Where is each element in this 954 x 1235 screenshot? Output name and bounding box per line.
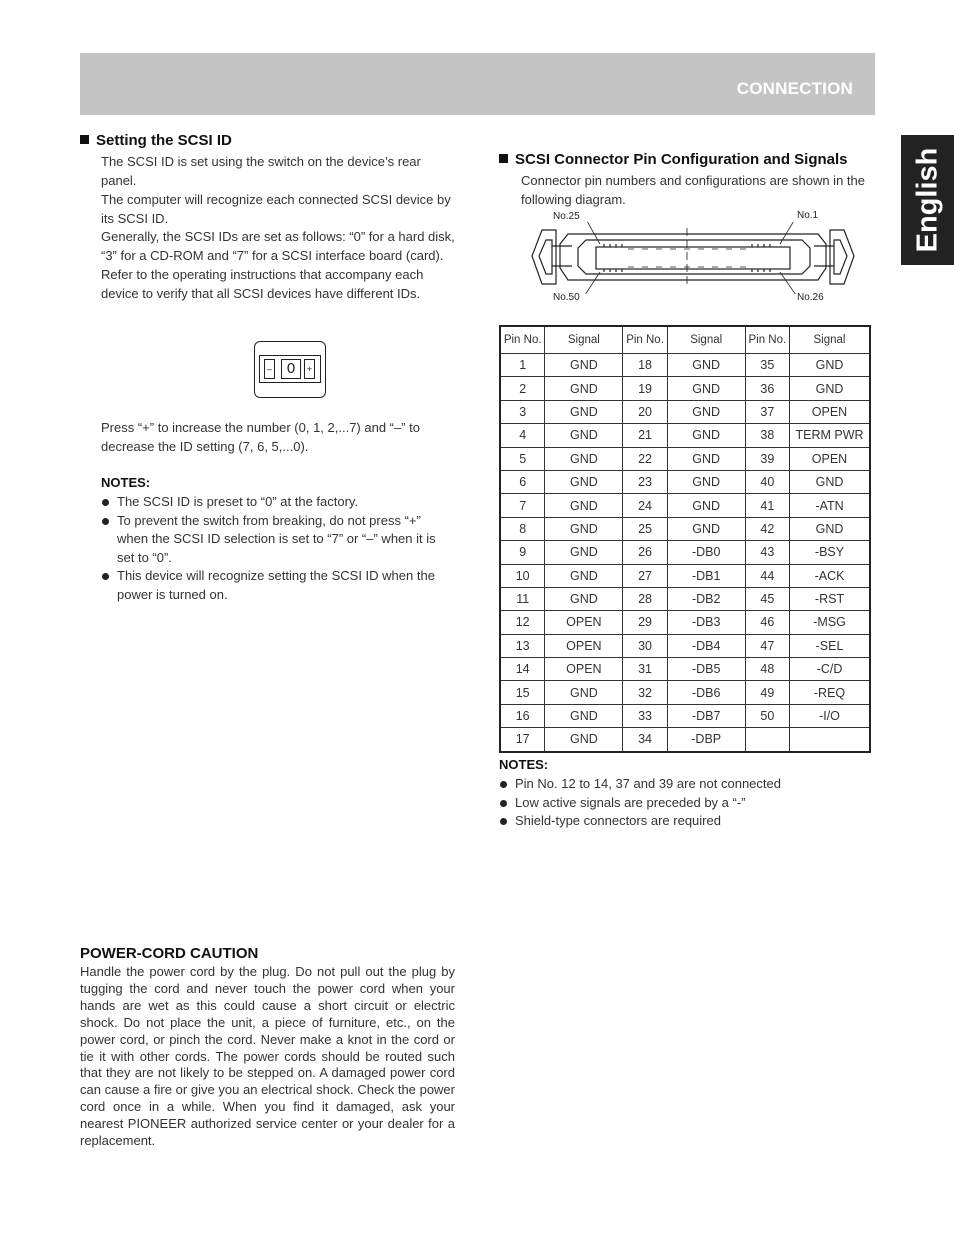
pin-cell: 39 <box>745 447 789 470</box>
signal-cell: GND <box>790 517 870 540</box>
signal-cell: GND <box>667 400 745 423</box>
power-cord-heading: POWER-CORD CAUTION <box>80 945 259 962</box>
signal-cell: GND <box>545 377 623 400</box>
signal-cell: GND <box>545 728 623 752</box>
pin-cell: 22 <box>623 447 667 470</box>
column-header: Signal <box>790 326 870 354</box>
label-no50: No.50 <box>553 292 580 303</box>
scsi-id-para-3: Generally, the SCSI IDs are set as follows: “0” for a hard disk, “3” for a CD-ROM and “7” for a SCSI interface board (card). Refer to the operating instructions that accompany each device to verify that all SCSI devices have different IDs. <box>101 229 455 301</box>
list-item: This device will recognize setting the SCSI ID when the power is turned on. <box>101 567 455 604</box>
plus-button-icon: + <box>304 359 315 379</box>
signal-cell: GND <box>545 541 623 564</box>
minus-button-icon: – <box>264 359 275 379</box>
pin-cell: 36 <box>745 377 789 400</box>
scsi-id-switch-figure <box>254 341 326 398</box>
signal-cell: GND <box>545 354 623 377</box>
right-notes-list <box>499 775 875 831</box>
square-bullet-icon <box>499 154 508 163</box>
pin-cell: 10 <box>500 564 545 587</box>
signal-cell: GND <box>790 470 870 493</box>
signal-cell: GND <box>667 470 745 493</box>
table-row <box>500 354 870 377</box>
signal-cell: GND <box>545 424 623 447</box>
scsi-id-value: 0 <box>281 359 301 379</box>
column-header: Pin No. <box>500 326 545 354</box>
signal-cell: GND <box>667 424 745 447</box>
scsi-id-para-2: The computer will recognize each connected SCSI device by its SCSI ID. <box>101 192 451 226</box>
right-notes-title: NOTES: <box>499 757 549 772</box>
signal-cell: GND <box>667 517 745 540</box>
signal-cell: GND <box>667 377 745 400</box>
signal-cell: TERM PWR <box>790 424 870 447</box>
pin-cell: 27 <box>623 564 667 587</box>
connector-diagram <box>528 222 858 294</box>
left-notes-title: NOTES: <box>101 475 151 490</box>
pin-cell: 31 <box>623 658 667 681</box>
table-row <box>500 658 870 681</box>
pin-cell: 1 <box>500 354 545 377</box>
signal-cell: -DB6 <box>667 681 745 704</box>
pin-cell: 50 <box>745 704 789 727</box>
pin-cell: 48 <box>745 658 789 681</box>
table-row <box>500 611 870 634</box>
pin-cell: 47 <box>745 634 789 657</box>
pin-cell: 15 <box>500 681 545 704</box>
signal-cell: GND <box>545 704 623 727</box>
signal-cell: -DB3 <box>667 611 745 634</box>
pin-cell: 20 <box>623 400 667 423</box>
signal-cell: -DB0 <box>667 541 745 564</box>
pin-cell <box>745 728 789 752</box>
table-row <box>500 424 870 447</box>
pin-cell: 9 <box>500 541 545 564</box>
table-row <box>500 634 870 657</box>
square-bullet-icon <box>80 135 89 144</box>
signal-cell: GND <box>545 447 623 470</box>
table-row <box>500 564 870 587</box>
list-item: Shield-type connectors are required <box>499 812 875 831</box>
signal-cell: GND <box>667 447 745 470</box>
signal-cell: -DB2 <box>667 587 745 610</box>
table-row <box>500 470 870 493</box>
language-tab <box>901 135 954 265</box>
signal-cell: GND <box>545 681 623 704</box>
signal-cell: OPEN <box>790 400 870 423</box>
pin-cell: 37 <box>745 400 789 423</box>
signal-cell: GND <box>790 354 870 377</box>
table-header-row <box>500 326 870 354</box>
signal-cell: -BSY <box>790 541 870 564</box>
pin-cell: 16 <box>500 704 545 727</box>
pin-cell: 8 <box>500 517 545 540</box>
table-row <box>500 681 870 704</box>
signal-cell: -ATN <box>790 494 870 517</box>
pin-cell: 30 <box>623 634 667 657</box>
language-tab-label: English <box>911 147 943 253</box>
connector-intro: Connector pin numbers and configurations are shown in the following diagram. <box>521 173 865 207</box>
table-row <box>500 587 870 610</box>
signal-cell: GND <box>667 354 745 377</box>
signal-cell: -ACK <box>790 564 870 587</box>
column-header: Pin No. <box>623 326 667 354</box>
pin-cell: 42 <box>745 517 789 540</box>
table-row <box>500 400 870 423</box>
signal-cell: -MSG <box>790 611 870 634</box>
table-row <box>500 447 870 470</box>
table-row <box>500 494 870 517</box>
list-item: To prevent the switch from breaking, do not press “+” when the SCSI ID selection is set to “7” or “–” when it is set to “0”. <box>101 512 455 568</box>
scsi-id-para-1: The SCSI ID is set using the switch on the device’s rear panel. <box>101 154 421 188</box>
list-item: Pin No. 12 to 14, 37 and 39 are not connected <box>499 775 875 794</box>
pin-cell: 11 <box>500 587 545 610</box>
pin-cell: 26 <box>623 541 667 564</box>
signal-cell: GND <box>545 470 623 493</box>
signal-cell: -RST <box>790 587 870 610</box>
pin-cell: 29 <box>623 611 667 634</box>
pin-cell: 34 <box>623 728 667 752</box>
label-no25: No.25 <box>553 211 580 222</box>
pin-cell: 2 <box>500 377 545 400</box>
pin-cell: 44 <box>745 564 789 587</box>
table-row <box>500 517 870 540</box>
pin-cell: 32 <box>623 681 667 704</box>
pin-table <box>499 325 871 753</box>
label-no1: No.1 <box>797 210 819 221</box>
pin-cell: 18 <box>623 354 667 377</box>
signal-cell: OPEN <box>790 447 870 470</box>
left-notes-list <box>101 493 455 604</box>
signal-cell: -C/D <box>790 658 870 681</box>
column-header: Signal <box>545 326 623 354</box>
signal-cell: GND <box>545 564 623 587</box>
pin-cell: 23 <box>623 470 667 493</box>
signal-cell: GND <box>545 587 623 610</box>
pin-cell: 25 <box>623 517 667 540</box>
signal-cell: OPEN <box>545 611 623 634</box>
scsi-id-heading: Setting the SCSI ID <box>80 132 232 149</box>
signal-cell: -DB4 <box>667 634 745 657</box>
signal-cell: GND <box>545 494 623 517</box>
pin-cell: 17 <box>500 728 545 752</box>
table-row <box>500 377 870 400</box>
signal-cell: -DB7 <box>667 704 745 727</box>
pin-cell: 49 <box>745 681 789 704</box>
pin-cell: 6 <box>500 470 545 493</box>
pin-cell: 33 <box>623 704 667 727</box>
signal-cell: OPEN <box>545 658 623 681</box>
signal-cell: -REQ <box>790 681 870 704</box>
press-instructions: Press “+” to increase the number (0, 1, 2,...7) and “–” to decrease the ID setting (7, 6, 5,...0). <box>101 420 421 454</box>
table-row <box>500 541 870 564</box>
signal-cell: GND <box>790 377 870 400</box>
pin-cell: 45 <box>745 587 789 610</box>
signal-cell: GND <box>667 494 745 517</box>
pin-cell: 5 <box>500 447 545 470</box>
signal-cell: -I/O <box>790 704 870 727</box>
signal-cell: GND <box>545 517 623 540</box>
section-title: CONNECTION <box>736 79 853 98</box>
pin-cell: 46 <box>745 611 789 634</box>
column-header: Pin No. <box>745 326 789 354</box>
pin-cell: 4 <box>500 424 545 447</box>
power-cord-body: Handle the power cord by the plug. Do not pull out the plug by tugging the cord and never touch the power cord when your hands are wet as this could cause a short circuit or electric shock. Do not place the unit, a piece of furniture, etc., on the power cord, or pinch the cord. Never make a knot in the cord or tie it with other cords. The power cords should be routed such that they are not likely to be stepped on. A damaged power cord can cause a fire or give you an electrical shock. Check the power cord once in a while. When you find it damaged, ask your nearest PIONEER authorized service center or your dealer for a replacement. <box>80 964 455 1149</box>
connector-heading: SCSI Connector Pin Configuration and Signals <box>499 151 848 168</box>
pin-cell: 21 <box>623 424 667 447</box>
pin-cell: 12 <box>500 611 545 634</box>
signal-cell <box>790 728 870 752</box>
list-item: The SCSI ID is preset to “0” at the factory. <box>101 493 455 512</box>
pin-cell: 40 <box>745 470 789 493</box>
signal-cell: -DB5 <box>667 658 745 681</box>
pin-cell: 41 <box>745 494 789 517</box>
pin-cell: 19 <box>623 377 667 400</box>
table-row <box>500 728 870 752</box>
table-row <box>500 704 870 727</box>
list-item: Low active signals are preceded by a “-” <box>499 794 875 813</box>
pin-cell: 3 <box>500 400 545 423</box>
signal-cell: -SEL <box>790 634 870 657</box>
pin-cell: 43 <box>745 541 789 564</box>
pin-cell: 24 <box>623 494 667 517</box>
pin-cell: 35 <box>745 354 789 377</box>
signal-cell: OPEN <box>545 634 623 657</box>
label-no26: No.26 <box>797 292 824 303</box>
signal-cell: -DBP <box>667 728 745 752</box>
pin-cell: 28 <box>623 587 667 610</box>
signal-cell: -DB1 <box>667 564 745 587</box>
pin-cell: 7 <box>500 494 545 517</box>
signal-cell: GND <box>545 400 623 423</box>
column-header: Signal <box>667 326 745 354</box>
pin-cell: 38 <box>745 424 789 447</box>
switch-panel <box>259 355 321 383</box>
header-band <box>80 53 875 115</box>
pin-cell: 13 <box>500 634 545 657</box>
pin-cell: 14 <box>500 658 545 681</box>
